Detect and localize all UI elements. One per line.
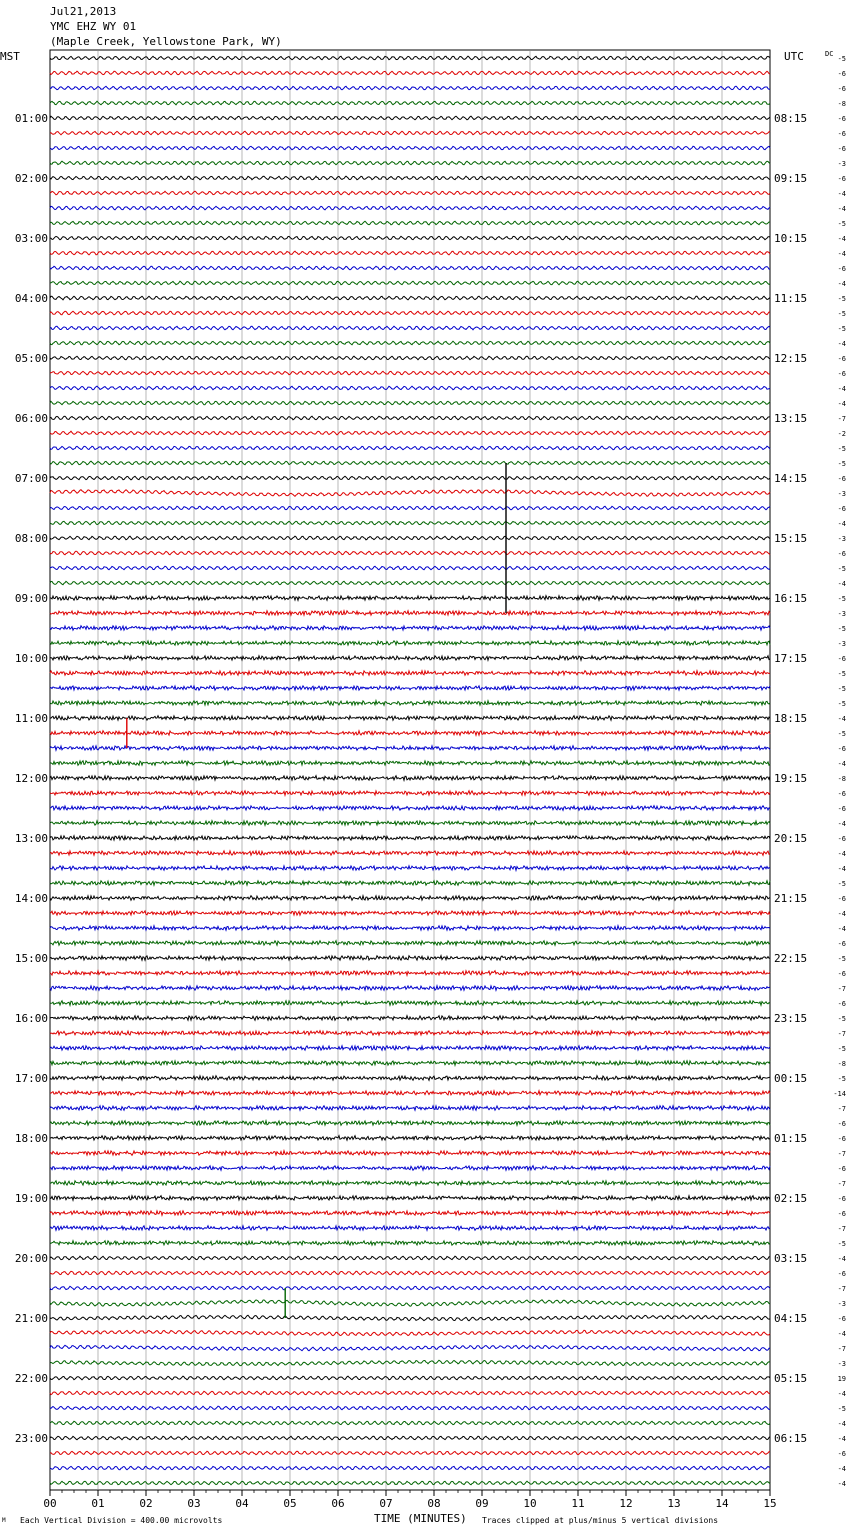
trace-row	[50, 1421, 770, 1425]
trace-row	[50, 626, 770, 630]
dc-offset-label: -8	[837, 1060, 846, 1068]
trace-row	[50, 146, 770, 150]
trace-row	[50, 1061, 770, 1065]
dc-offset-label: -6	[837, 115, 846, 123]
right-hour-label: 13:15	[774, 412, 808, 425]
right-hour-label: 18:15	[774, 712, 808, 725]
trace-row	[50, 191, 770, 195]
scale-note: Each Vertical Division = 400.00 microvolts	[20, 1516, 223, 1525]
trace-row	[50, 161, 770, 165]
dc-offset-label: -4	[837, 385, 846, 393]
dc-offset-label: -6	[837, 655, 846, 663]
trace-row	[50, 86, 770, 90]
dc-offset-label: -6	[837, 1000, 846, 1008]
left-hour-label: 16:00	[14, 1012, 48, 1025]
dc-offset-label: -6	[837, 70, 846, 78]
right-hour-label: 21:15	[774, 892, 808, 905]
trace-row	[50, 731, 770, 736]
dc-offset-label: -3	[837, 535, 846, 543]
trace-row	[50, 71, 770, 75]
x-tick-label: 06	[331, 1497, 345, 1510]
dc-offset-label: -6	[837, 835, 846, 843]
dc-offset-label: -6	[837, 970, 846, 978]
left-hour-label: 06:00	[14, 412, 48, 425]
trace-row	[50, 1436, 770, 1440]
clip-note: Traces clipped at plus/minus 5 vertical divisions	[482, 1516, 719, 1525]
trace-row	[50, 1391, 770, 1395]
dc-offset-label: -7	[837, 1180, 846, 1188]
trace-row	[50, 476, 770, 480]
x-tick-label: 03	[187, 1497, 201, 1510]
dc-offset-label: -6	[837, 1210, 846, 1218]
trace-row	[50, 296, 770, 300]
trace-row	[50, 581, 770, 585]
trace-row	[50, 566, 770, 570]
left-hour-label: 04:00	[14, 292, 48, 305]
right-hour-label: 15:15	[774, 532, 808, 545]
trace-row	[50, 686, 770, 690]
dc-offset-label: -4	[837, 580, 846, 588]
dc-offset-label: -4	[837, 865, 846, 873]
trace-row	[50, 401, 770, 405]
dc-offset-label: -4	[837, 1465, 846, 1473]
trace-row	[50, 221, 770, 225]
trace-row	[50, 461, 770, 465]
station-location: (Maple Creek, Yellowstone Park, WY)	[50, 35, 282, 48]
dc-offset-label: -6	[837, 1450, 846, 1458]
trace-row	[50, 386, 770, 390]
trace-row	[50, 1406, 770, 1410]
left-timezone-label: MST	[0, 50, 20, 63]
left-hour-label: 13:00	[14, 832, 48, 845]
dc-offset-label: -5	[837, 565, 846, 573]
dc-offset-label: -4	[837, 340, 846, 348]
trace-row	[50, 746, 770, 751]
dc-offset-label: -5	[837, 880, 846, 888]
x-tick-label: 13	[667, 1497, 681, 1510]
trace-row	[50, 1196, 770, 1201]
dc-offset-label: -5	[837, 595, 846, 603]
x-tick-label: 08	[427, 1497, 441, 1510]
x-tick-label: 09	[475, 1497, 489, 1510]
dc-offset-label: -8	[837, 100, 846, 108]
right-hour-label: 23:15	[774, 1012, 808, 1025]
trace-row	[50, 326, 770, 330]
dc-offset-label: -6	[837, 505, 846, 513]
trace-row	[50, 716, 770, 721]
left-hour-label: 18:00	[14, 1132, 48, 1145]
dc-offset-label: -5	[837, 1240, 846, 1248]
right-hour-label: 00:15	[774, 1072, 808, 1085]
dc-offset-label: -6	[837, 1195, 846, 1203]
right-hour-label: 19:15	[774, 772, 808, 785]
right-hour-label: 16:15	[774, 592, 808, 605]
dc-offset-label: -7	[837, 1150, 846, 1158]
dc-offset-label: -7	[837, 415, 846, 423]
trace-row	[50, 1330, 770, 1335]
dc-offset-label: -4	[837, 850, 846, 858]
trace-row	[50, 281, 770, 285]
trace-row	[50, 521, 770, 525]
dc-offset-label: -6	[837, 1270, 846, 1278]
dc-offset-label: -5	[837, 295, 846, 303]
dc-offset-label: -4	[837, 760, 846, 768]
dc-offset-label: -4	[837, 820, 846, 828]
dc-offset-label: -5	[837, 1405, 846, 1413]
trace-row	[50, 1076, 770, 1081]
right-hour-label: 01:15	[774, 1132, 808, 1145]
trace-row	[50, 116, 770, 120]
dc-offset-label: -4	[837, 205, 846, 213]
trace-row	[50, 611, 770, 616]
left-hour-label: 23:00	[14, 1432, 48, 1445]
x-axis-title: TIME (MINUTES)	[374, 1512, 467, 1525]
x-tick-label: 11	[571, 1497, 585, 1510]
right-hour-label: 02:15	[774, 1192, 808, 1205]
x-tick-label: 15	[763, 1497, 777, 1510]
right-hour-label: 20:15	[774, 832, 808, 845]
dc-offset-label: -5	[837, 700, 846, 708]
dc-offset-label: -5	[837, 625, 846, 633]
trace-row	[50, 341, 770, 345]
trace-row	[50, 671, 770, 676]
dc-offset-label: -5	[837, 670, 846, 678]
left-hour-label: 09:00	[14, 592, 48, 605]
dc-offset-label: -6	[837, 175, 846, 183]
right-hour-label: 04:15	[774, 1312, 808, 1325]
dc-offset-label: -6	[837, 355, 846, 363]
dc-offset-label: -6	[837, 745, 846, 753]
dc-offset-label: -6	[837, 85, 846, 93]
trace-row	[50, 311, 770, 315]
corner-mark: M	[2, 1517, 6, 1524]
dc-offset-label: -6	[837, 1135, 846, 1143]
left-hour-label: 01:00	[14, 112, 48, 125]
right-hour-label: 09:15	[774, 172, 808, 185]
left-hour-label: 08:00	[14, 532, 48, 545]
right-hour-label: 22:15	[774, 952, 808, 965]
dc-offset-label: -5	[837, 445, 846, 453]
trace-row	[50, 416, 770, 420]
dc-offset-label: -4	[837, 520, 846, 528]
dc-offset-label: -3	[837, 610, 846, 618]
trace-row	[50, 1226, 770, 1231]
dc-offset-label: -6	[837, 940, 846, 948]
dc-offset-label: -5	[837, 325, 846, 333]
left-hour-label: 17:00	[14, 1072, 48, 1085]
trace-row	[50, 1016, 770, 1021]
dc-offset-label: -6	[837, 145, 846, 153]
trace-row	[50, 1286, 770, 1290]
trace-row	[50, 956, 770, 961]
dc-offset-label: -6	[837, 370, 846, 378]
dc-offset-label: -4	[837, 1255, 846, 1263]
dc-offset-label: -6	[837, 130, 846, 138]
x-tick-label: 04	[235, 1497, 249, 1510]
dc-offset-label: -6	[837, 1315, 846, 1323]
dc-offset-label: -7	[837, 1345, 846, 1353]
left-hour-label: 02:00	[14, 172, 48, 185]
trace-row	[50, 776, 770, 781]
left-hour-label: 19:00	[14, 1192, 48, 1205]
trace-row	[50, 176, 770, 180]
trace-row	[50, 641, 770, 646]
left-hour-label: 12:00	[14, 772, 48, 785]
trace-row	[50, 1271, 770, 1275]
dc-offset-label: -4	[837, 190, 846, 198]
trace-row	[50, 236, 770, 240]
left-hour-label: 15:00	[14, 952, 48, 965]
dc-offset-label: -4	[837, 925, 846, 933]
dc-offset-label: -5	[837, 1045, 846, 1053]
dc-offset-label: -6	[837, 1120, 846, 1128]
dc-offset-label: -2	[837, 430, 846, 438]
dc-offset-label: -5	[837, 730, 846, 738]
trace-row	[50, 1106, 770, 1111]
dc-offset-label: -4	[837, 250, 846, 258]
dc-offset-label: -5	[837, 310, 846, 318]
dc-offset-label: -5	[837, 1075, 846, 1083]
trace-row	[50, 881, 770, 886]
trace-row	[50, 1360, 770, 1365]
dc-offset-label: -3	[837, 490, 846, 498]
trace-row	[50, 1256, 770, 1260]
dc-offset-label: -3	[837, 640, 846, 648]
dc-offset-label: -6	[837, 265, 846, 273]
trace-row	[50, 206, 770, 210]
dc-offset-label: -5	[837, 220, 846, 228]
dc-offset-label: -4	[837, 280, 846, 288]
trace-row	[50, 1315, 770, 1320]
trace-row	[50, 1345, 770, 1350]
trace-row	[50, 1136, 770, 1141]
right-hour-label: 17:15	[774, 652, 808, 665]
x-tick-label: 12	[619, 1497, 633, 1510]
trace-row	[50, 926, 770, 931]
dc-offset-label: -4	[837, 1390, 846, 1398]
dc-offset-label: -4	[837, 910, 846, 918]
dc-offset-label: -7	[837, 1225, 846, 1233]
trace-row	[50, 1300, 770, 1306]
trace-row	[50, 896, 770, 901]
left-hour-label: 14:00	[14, 892, 48, 905]
dc-offset-label: -7	[837, 1105, 846, 1113]
trace-row	[50, 446, 770, 450]
trace-row	[50, 371, 770, 375]
right-timezone-label: UTC	[784, 50, 804, 63]
left-hour-label: 21:00	[14, 1312, 48, 1325]
trace-row	[50, 1166, 770, 1171]
right-hour-label: 10:15	[774, 232, 808, 245]
dc-offset-label: -5	[837, 685, 846, 693]
trace-row	[50, 356, 770, 360]
left-hour-label: 07:00	[14, 472, 48, 485]
trace-row	[50, 1046, 770, 1051]
dc-offset-label: -5	[837, 1015, 846, 1023]
dc-offset-label: -6	[837, 805, 846, 813]
right-hour-label: 05:15	[774, 1372, 808, 1385]
left-hour-label: 11:00	[14, 712, 48, 725]
trace-row	[50, 1481, 770, 1485]
dc-offset-label: -5	[837, 460, 846, 468]
right-hour-label: 11:15	[774, 292, 808, 305]
dc-offset-label: -4	[837, 235, 846, 243]
trace-row	[50, 490, 770, 497]
dc-label: DC	[825, 50, 834, 58]
trace-row	[50, 101, 770, 105]
trace-row	[50, 821, 770, 826]
left-hour-label: 03:00	[14, 232, 48, 245]
x-tick-label: 14	[715, 1497, 729, 1510]
trace-row	[50, 851, 770, 856]
dc-offset-label: -3	[837, 160, 846, 168]
dc-offset-label: -7	[837, 1030, 846, 1038]
trace-row	[50, 911, 770, 916]
trace-row	[50, 1466, 770, 1470]
right-hour-label: 14:15	[774, 472, 808, 485]
x-tick-label: 05	[283, 1497, 297, 1510]
trace-row	[50, 656, 770, 660]
trace-row	[50, 266, 770, 270]
dc-offset-label: -6	[837, 475, 846, 483]
trace-row	[50, 986, 770, 991]
left-hour-label: 05:00	[14, 352, 48, 365]
dc-offset-label: -4	[837, 1330, 846, 1338]
dc-offset-label: -7	[837, 1285, 846, 1293]
dc-offset-label: -4	[837, 715, 846, 723]
trace-row	[50, 836, 770, 841]
right-hour-label: 06:15	[774, 1432, 808, 1445]
record-date: Jul21,2013	[50, 5, 117, 18]
trace-row	[50, 1001, 770, 1006]
x-tick-label: 07	[379, 1497, 393, 1510]
dc-offset-label: -5	[837, 955, 846, 963]
dc-offset-label: -6	[837, 1165, 846, 1173]
trace-row	[50, 806, 770, 811]
trace-row	[50, 506, 770, 510]
dc-offset-label: -14	[833, 1090, 846, 1098]
trace-row	[50, 251, 770, 255]
dc-offset-label: -5	[837, 55, 846, 63]
dc-offset-label: -4	[837, 400, 846, 408]
dc-offset-label: -3	[837, 1300, 846, 1308]
dc-offset-label: -4	[837, 1480, 846, 1488]
trace-row	[50, 536, 770, 540]
trace-row	[50, 701, 770, 706]
trace-row	[50, 551, 770, 555]
station-code: YMC EHZ WY 01	[50, 20, 137, 33]
trace-row	[50, 941, 770, 946]
x-tick-label: 01	[91, 1497, 105, 1510]
trace-row	[50, 1376, 770, 1380]
right-hour-label: 08:15	[774, 112, 808, 125]
trace-row	[50, 56, 770, 60]
trace-row	[50, 1451, 770, 1455]
trace-row	[50, 1121, 770, 1126]
trace-row	[50, 866, 770, 871]
dc-offset-label: -8	[837, 775, 846, 783]
right-hour-label: 03:15	[774, 1252, 808, 1265]
trace-row	[50, 1181, 770, 1186]
trace-row	[50, 131, 770, 135]
left-hour-label: 22:00	[14, 1372, 48, 1385]
x-tick-label: 00	[43, 1497, 57, 1510]
dc-offset-label: -6	[837, 550, 846, 558]
trace-row	[50, 1151, 770, 1156]
dc-offset-label: -4	[837, 1420, 846, 1428]
trace-row	[50, 1091, 770, 1096]
trace-row	[50, 596, 770, 601]
dc-offset-label: -4	[837, 1435, 846, 1443]
x-tick-label: 02	[139, 1497, 153, 1510]
trace-row	[50, 431, 770, 435]
dc-offset-label: -3	[837, 1360, 846, 1368]
right-hour-label: 12:15	[774, 352, 808, 365]
dc-offset-label: -6	[837, 790, 846, 798]
trace-row	[50, 1211, 770, 1216]
dc-offset-label: -6	[837, 895, 846, 903]
trace-row	[50, 1241, 770, 1246]
trace-row	[50, 791, 770, 796]
trace-row	[50, 761, 770, 766]
trace-row	[50, 1031, 770, 1036]
dc-offset-label: 19	[837, 1375, 846, 1383]
left-hour-label: 10:00	[14, 652, 48, 665]
left-hour-label: 20:00	[14, 1252, 48, 1265]
trace-row	[50, 971, 770, 976]
x-tick-label: 10	[523, 1497, 537, 1510]
dc-offset-label: -7	[837, 985, 846, 993]
